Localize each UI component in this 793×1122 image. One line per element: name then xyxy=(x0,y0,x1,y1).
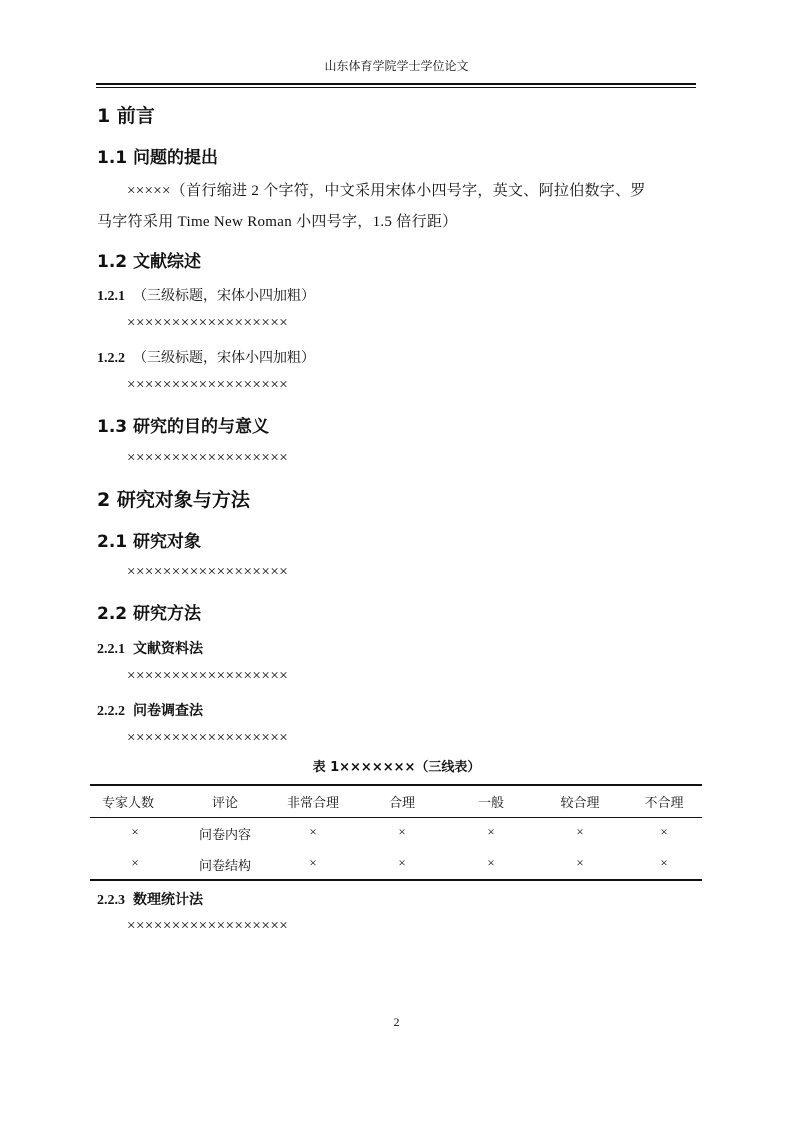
heading-2-2-3 xyxy=(97,889,203,909)
heading-1-intro: 1 前言 xyxy=(97,105,155,127)
table-cell: × xyxy=(576,855,584,870)
heading-1-2-1 xyxy=(97,285,315,305)
header-rule-thin xyxy=(96,87,696,88)
table-header-cell: 较合理 xyxy=(560,795,600,810)
body-2-2-2: ×××××××××××××××××× xyxy=(127,730,289,746)
table-top-rule xyxy=(90,784,702,786)
table-cell: × xyxy=(576,824,584,839)
heading-2-2-2 xyxy=(97,700,203,720)
heading-2-2: 2.2 研究方法 xyxy=(97,604,202,624)
table-header-rule xyxy=(90,817,702,818)
running-header: 山东体育学院学士学位论文 xyxy=(324,59,469,73)
table-cell: × xyxy=(131,855,139,870)
body-2-2-1: ×××××××××××××××××× xyxy=(127,668,289,684)
heading-1-3: 1.3 研究的目的与意义 xyxy=(97,417,270,437)
body-1-2-2: ×××××××××××××××××× xyxy=(127,377,289,393)
heading-1-2-2-title: （三级标题，宋体小四加粗） xyxy=(133,351,315,366)
table-cell: × xyxy=(660,824,668,839)
table-header-cell: 非常合理 xyxy=(286,795,339,810)
table-header-cell: 合理 xyxy=(388,795,415,810)
table-cell: × xyxy=(487,824,495,839)
table-header-cell: 专家人数 xyxy=(101,795,154,810)
table-cell: × xyxy=(660,855,668,870)
table-bottom-rule xyxy=(90,879,702,881)
page-number: 2 xyxy=(393,1015,400,1029)
body-1-3: ×××××××××××××××××× xyxy=(127,450,289,466)
heading-1-1: 1.1 问题的提出 xyxy=(97,148,219,168)
heading-1-2-1-title: （三级标题，宋体小四加粗） xyxy=(133,289,315,304)
body-2-1: ×××××××××××××××××× xyxy=(127,564,289,580)
heading-2-2-3-number: 2.2.3 xyxy=(97,893,125,908)
table-cell: 问卷内容 xyxy=(198,827,251,842)
heading-2-1: 2.1 研究对象 xyxy=(97,532,202,552)
heading-2-2-3-title: 数理统计法 xyxy=(133,892,203,908)
table-caption: 表 1×××××××（三线表） xyxy=(312,760,481,775)
table-cell: × xyxy=(398,855,406,870)
table-cell: × xyxy=(487,855,495,870)
heading-2-2-2-number: 2.2.2 xyxy=(97,704,125,719)
table-cell: × xyxy=(309,855,317,870)
heading-1-2-2-number: 1.2.2 xyxy=(97,351,125,366)
table-header-cell: 评论 xyxy=(211,795,238,810)
table-cell: 问卷结构 xyxy=(198,858,251,873)
table-cell: × xyxy=(131,824,139,839)
paragraph-1-1-line2: 马字符采用 Time New Roman 小四号字，1.5 倍行距） xyxy=(97,214,458,230)
paragraph-1-1-line1: ×××××（首行缩进 2 个字符，中文采用宋体小四号字，英文、阿拉伯数字、罗 xyxy=(127,183,646,199)
heading-2-2-2-title: 问卷调查法 xyxy=(133,703,203,719)
table-header-cell: 不合理 xyxy=(644,795,684,810)
heading-1-2: 1.2 文献综述 xyxy=(97,252,202,272)
heading-2-methods: 2 研究对象与方法 xyxy=(97,489,250,511)
body-2-2-3: ×××××××××××××××××× xyxy=(127,918,289,934)
heading-1-2-1-number: 1.2.1 xyxy=(97,289,125,304)
heading-2-2-1-title: 文献资料法 xyxy=(133,641,203,657)
heading-1-2-2 xyxy=(97,347,315,367)
table-cell: × xyxy=(398,824,406,839)
table-header-cell: 一般 xyxy=(477,795,504,810)
body-1-2-1: ×××××××××××××××××× xyxy=(127,315,289,331)
header-rule-thick xyxy=(96,83,696,85)
heading-2-2-1-number: 2.2.1 xyxy=(97,642,125,657)
table-cell: × xyxy=(309,824,317,839)
heading-2-2-1 xyxy=(97,638,203,658)
